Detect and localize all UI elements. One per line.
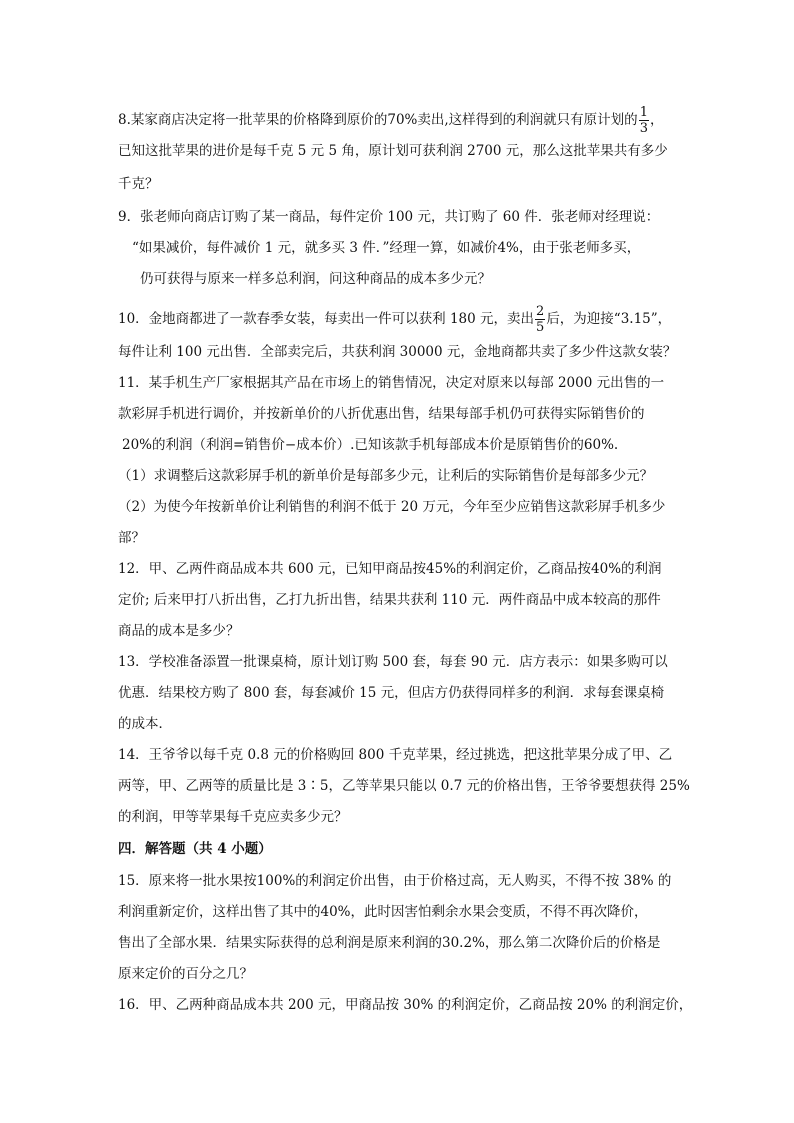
- problem-11-line-3: 20%的利润（利润=销售价−成本价）.已知该款手机每部成本价是原销售价的60%.: [122, 437, 619, 453]
- problem-13-line-3: 的成本．: [118, 716, 172, 732]
- problem-10-line-1: 10．金地商都进了一款春季女装，每卖出一件可以获利 180 元，卖出 $\frac{2}{5}$ 后，为迎接“3.15”，: [118, 304, 672, 335]
- problem-9-line-2: “如果减价，每件减价 1 元，就多买 3 件．”经理一算，如减价4%，由于张老师多买，: [132, 240, 641, 256]
- problem-12-line-2: 定价; 后来甲打八折出售，乙打九折出售，结果共获利 110 元．两件商品中成本较高的那件: [118, 592, 661, 608]
- problem-15-line-3: 售出了全部水果．结果实际获得的总利润是原来利润的30.2%，那么第二次降价后的价格是: [118, 935, 661, 951]
- problem-16-line-1: 16．甲、乙两种商品成本共 200 元，甲商品按 30% 的利润定价，乙商品按 20% 的利润定价，: [118, 997, 693, 1013]
- problem-13-line-1: 13．学校准备添置一批课桌椅，原计划订购 500 套，每套 90 元．店方表示：如果多购可以: [118, 654, 668, 670]
- problem-8-line-1: 8.某家商店决定将一批苹果的价格降到原价的70%卖出,这样得到的利润就只有原计划的 $\frac{1}{3}$ ，: [118, 105, 664, 136]
- fraction-one-third: $\frac{1}{3}$: [639, 105, 648, 136]
- problem-15-line-4: 原来定价的百分之几？: [118, 966, 253, 982]
- problem-8-line-3: 千克？: [118, 176, 159, 192]
- problem-11-line-1: 11．某手机生产厂家根据其产品在市场上的销售情况，决定对原来以每部 2000 元出售的一: [118, 375, 665, 391]
- problem-11-subq-2-line-2: 部？: [118, 530, 145, 546]
- problem-11-subq-2-line-1: （2）为使今年按新单价让利销售的利润不低于 20 万元，今年至少应销售这款彩屏手机多少: [118, 499, 666, 515]
- problem-14-line-3: 的利润，甲等苹果每千克应卖多少元？: [118, 809, 348, 825]
- problem-8-line-2: 已知这批苹果的进价是每千克 5 元 5 角，原计划可获利润 2700 元，那么这批苹果共有多少: [118, 143, 668, 159]
- problem-13-line-2: 优惠．结果校方购了 800 套，每套减价 15 元，但店方仍获得同样多的利润．求每套课桌椅: [118, 685, 665, 701]
- problem-11-subq-1: （1）求调整后这款彩屏手机的新单价是每部多少元，让利后的实际销售价是每部多少元？: [118, 468, 654, 484]
- problem-15-line-2: 利润重新定价，这样出售了其中的40%，此时因害怕剩余水果会变质，不得不再次降价，: [118, 904, 648, 920]
- problem-14-line-1: 14．王爷爷以每千克 0.8 元的价格购回 800 千克苹果，经过挑选，把这批苹果分成了甲、乙: [118, 747, 673, 763]
- problem-9-line-3: 仍可获得与原来一样多总利润，问这种商品的成本多少元？: [140, 271, 491, 287]
- problem-15-line-1: 15．原来将一批水果按100%的利润定价出售，由于价格过高，无人购买，不得不按 38% 的: [118, 873, 672, 889]
- problem-14-line-2: 两等，甲、乙两等的质量比是 3∶5，乙等苹果只能以 0.7 元的价格出售，王爷爷要想获得 25%: [118, 778, 690, 794]
- problem-12-line-1: 12．甲、乙两件商品成本共 600 元，已知甲商品按45%的利润定价，乙商品按40%的利润: [118, 561, 662, 577]
- fraction-two-fifths: $\frac{2}{5}$: [536, 304, 545, 335]
- section-heading: 四．解答题（共 4 小题）: [118, 841, 272, 857]
- problem-12-line-3: 商品的成本是多少？: [118, 623, 240, 639]
- problem-11-line-2: 款彩屏手机进行调价，并按新单价的八折优惠出售，结果每部手机仍可获得实际销售价的: [118, 406, 645, 422]
- problem-9-line-1: 9．张老师向商店订购了某一商品，每件定价 100 元，共订购了 60 件．张老师对经理说：: [118, 209, 660, 225]
- problem-10-line-2: 每件让利 100 元出售．全部卖完后，共获利润 30000 元，金地商都共卖了多少件这款女装？: [118, 344, 677, 360]
